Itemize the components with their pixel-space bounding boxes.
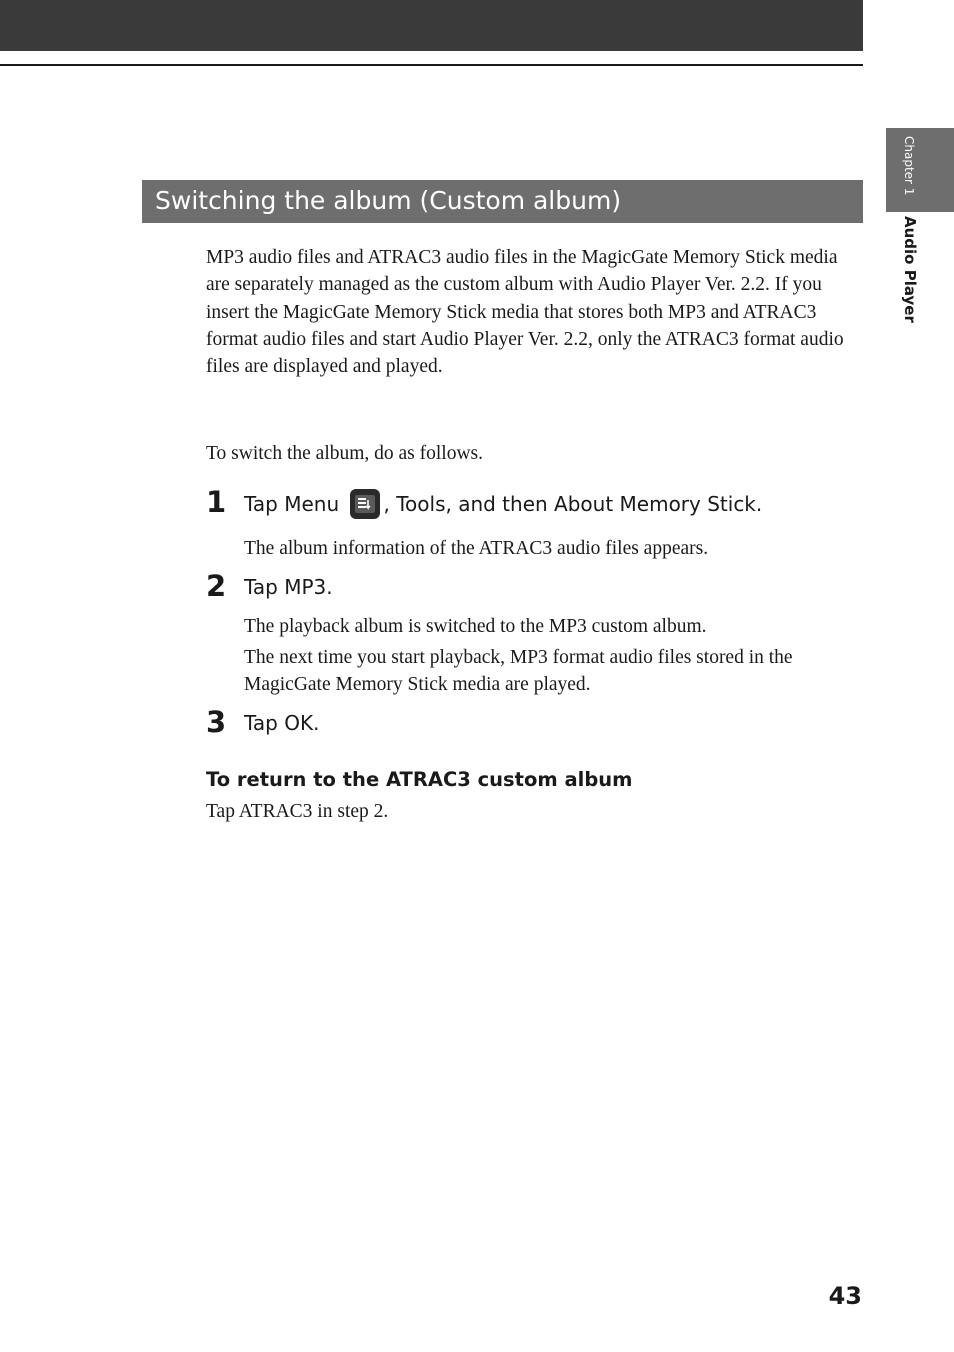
step-number: 1 [206,485,227,519]
chapter-tab [886,128,954,338]
return-heading: To return to the ATRAC3 custom album [206,768,633,791]
chapter-label: Chapter 1 [902,136,916,196]
chapter-title: Audio Player [901,216,919,323]
step-2-detail-2: The next time you start playback, MP3 format audio files stored in the MagicGate Memory Stick media are played. [244,647,793,696]
step-instruction [244,489,762,519]
menu-icon [350,489,380,519]
step-number: 3 [206,705,227,739]
lead-paragraph: To switch the album, do as follows. [206,443,484,464]
step-1-detail: The album information of the ATRAC3 audio files appears. [244,538,709,559]
step-text-after-icon: , Tools, and then About Memory Stick. [383,492,763,516]
chapter-tab-box [886,128,954,212]
header-bar [0,0,863,51]
section-title: Switching the album (Custom album) [155,186,622,215]
page-number: 43 [828,1282,862,1310]
step-text-before-icon: Tap Menu [244,492,340,516]
header-rule [0,64,863,66]
intro-paragraph: MP3 audio files and ATRAC3 audio files in the MagicGate Memory Stick media are separately managed as the custom album with Audio Player Ver. 2.2. If you insert the MagicGate Memory Stick media that stores both MP3 and ATRAC3 format audio files and start Audio Player Ver. 2.2, only the ATRAC3 format audio files are displayed and played. [206,247,844,378]
section-heading-bar [142,180,863,223]
step-instruction: Tap OK. [244,711,320,735]
chapter-tab-text [899,136,920,323]
step-instruction: Tap MP3. [244,575,333,599]
step-2-detail-1: The playback album is switched to the MP3 custom album. [244,616,707,637]
step-number: 2 [206,569,227,603]
return-text: Tap ATRAC3 in step 2. [206,801,389,822]
